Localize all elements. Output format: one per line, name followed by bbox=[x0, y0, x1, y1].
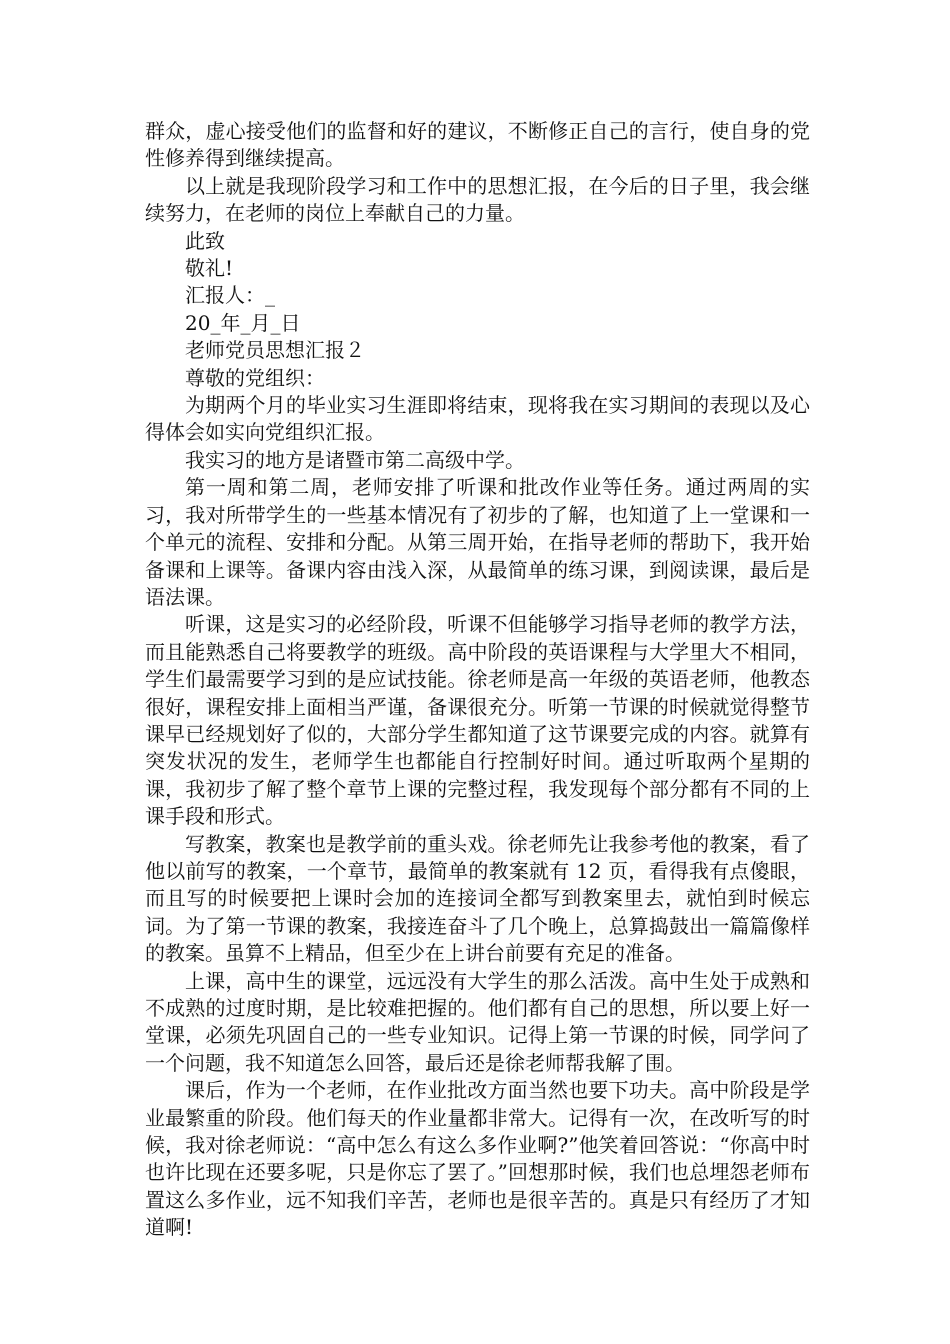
paragraph: 上课，高中生的课堂，远远没有大学生的那么活泼。高中生处于成熟和不成熟的过度时期，是比较难把握的。他们都有自己的思想，所以要上好一堂课，必须先巩固自己的一些专业知识。记得上第一节课的时候，同学问了一个问题，我不知道怎么回答，最后还是徐老师帮我解了围。 bbox=[145, 968, 810, 1075]
paragraph: 为期两个月的毕业实习生涯即将结束，现将我在实习期间的表现以及心得体会如实向党组织汇报。 bbox=[145, 393, 810, 445]
section-title: 老师党员思想汇报２ bbox=[185, 338, 365, 363]
paragraph: 课后，作为一个老师，在作业批改方面当然也要下功夫。高中阶段是学业最繁重的阶段。他们每天的作业量都非常大。记得有一次，在改听写的时候，我对徐老师说：“高中怎么有这么多作业啊?”他笑着回答说：“你高中时也许比现在还要多呢，只是你忘了罢了。”回想那时候，我们也总埋怨老师布置这么多作业，远不知我们辛苦，老师也是很辛苦的。真是只有经历了才知道啊! bbox=[145, 1078, 810, 1240]
closing-line-2: 敬礼! bbox=[185, 256, 234, 281]
closing-line-1: 此致 bbox=[185, 228, 225, 253]
paragraph-continuation: 群众，虚心接受他们的监督和好的建议，不断修正自己的言行，使自身的党性修养得到继续提高。 bbox=[145, 119, 810, 171]
paragraph-conclusion: 以上就是我现阶段学习和工作中的思想汇报，在今后的日子里，我会继续努力，在老师的岗位上奉献自己的力量。 bbox=[145, 173, 810, 226]
paragraph: 我实习的地方是诸暨市第二高级中学。 bbox=[185, 447, 525, 472]
date-line: 20_年_月_日 bbox=[185, 310, 301, 335]
paragraph: 听课，这是实习的必经阶段，听课不但能够学习指导老师的教学方法，而且能熟悉自己将要教学的班级。高中阶段的英语课程与大学里大不相同，学生们最需要学习到的是应试技能。徐老师是高一年级的英语老师，他教态很好，课程安排上面相当严谨，备课很充分。听第一节课的时候就觉得整节课早已经规划好了似的，大部分学生都知道了这节课要完成的内容。就算有突发状况的发生，老师学生也都能自行控制好时间。通过听取两个星期的课，我初步了解了整个章节上课的完整过程，我发现每个部分都有不同的上课手段和形式。 bbox=[145, 612, 810, 829]
document-page bbox=[145, 118, 810, 1242]
salutation: 尊敬的党组织： bbox=[185, 365, 325, 390]
paragraph: 第一周和第二周，老师安排了听课和批改作业等任务。通过两周的实习，我对所带学生的一些基本情况有了初步的了解，也知道了上一堂课和一个单元的流程、安排和分配。从第三周开始，在指导老师的帮助下，我开始备课和上课等。备课内容由浅入深，从最简单的练习课，到阅读课，最后是语法课。 bbox=[145, 475, 810, 609]
paragraph: 写教案，教案也是教学前的重头戏。徐老师先让我参考他的教案，看了他以前写的教案，一个章节，最简单的教案就有 12 页，看得我有点傻眼，而且写的时候要把上课时会加的连接词全都写到教案里去，就怕到时候忘词。为了第一节课的教案，我接连奋斗了几个晚上，总算捣鼓出一篇篇像样的教案。虽算不上精品，但至少在上讲台前要有充足的准备。 bbox=[145, 831, 810, 966]
reporter-line: 汇报人：_ bbox=[185, 283, 275, 308]
